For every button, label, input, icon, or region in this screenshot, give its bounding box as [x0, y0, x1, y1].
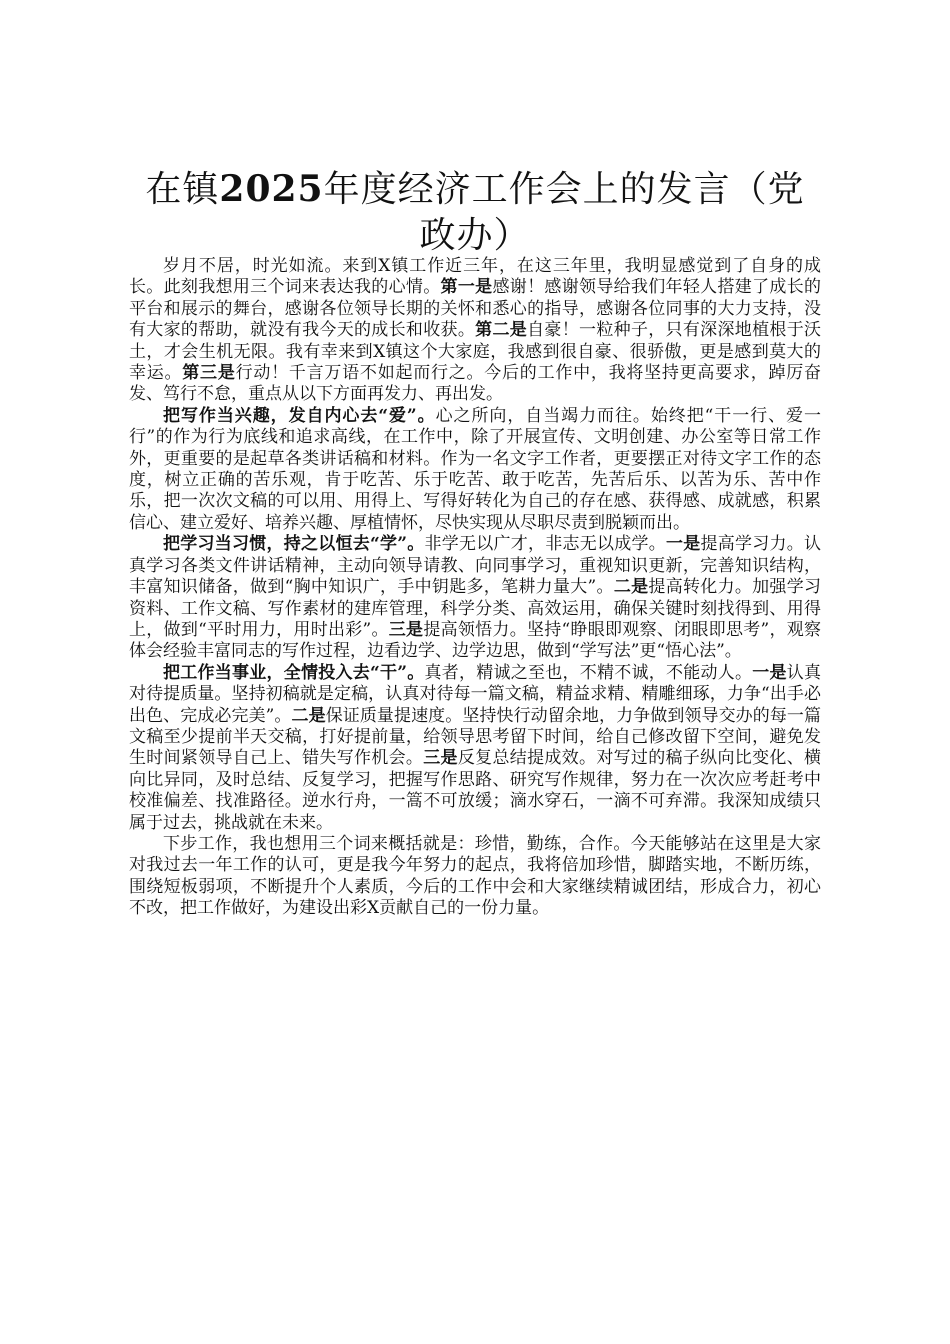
title-year: 2025 — [219, 168, 324, 210]
title-prefix: 在镇 — [145, 169, 220, 210]
emphasis-text: 三是 — [423, 748, 458, 769]
paragraph — [129, 663, 821, 834]
paragraph — [129, 256, 821, 406]
emphasis-text: 把学习当习惯，持之以恒去“学”。 — [163, 534, 425, 555]
paragraph-text: 保证质量提速度。坚持快行动留余地，力争做到领导交办的每一篇文稿至少提前半天交稿，打好提前量，给领导思考留下时间，给自己修改留下空间，避免发生时间紧领导自己上、错失写作机会。 — [129, 705, 821, 769]
paragraph-text: 真者，精诚之至也，不精不诚，不能动人。 — [424, 662, 753, 683]
emphasis-text: 第三是 — [182, 363, 236, 384]
paragraph-text: 反复总结提成效。对写过的稿子纵向比变化、横向比异同，及时总结、反复学习，把握写作思路、研究写作规律，努力在一次次应考赶考中校准偏差、找准路径。逆水行舟，一篙不可放缓；滴水穿石，一滴不可弃滞。我深知成绩只属于过去，挑战就在未来。 — [129, 748, 822, 833]
paragraph-text: 提高转化力。加强学习资料、工作文稿、写作素材的建库管理，科学分类、高效运用，确保关键时刻找得到、用得上，做到“平时用力，用时出彩”。 — [129, 577, 822, 640]
emphasis-text: 第一是 — [440, 277, 493, 298]
paragraph-text: 心之所向，自当竭力而往。始终把“干一行、爱一行”的作为行为底线和追求高线，在工作中，除了开展宣传、文明创建、办公室等日常工作外，更重要的是起草各类讲话稿和材料。作为一名文字工作者，更要摆正对待文字工作的态度，树立正确的苦乐观，肯于吃苦、乐于吃苦、敢于吃苦，先苦后乐、以苦为乐、苦中作乐，把一次次文稿的可以用、用得上、写得好转化为自己的存在感、获得感、成就感，积累信心、建立爱好、培养兴趣、厚植情怀，尽快实现从尽职尽责到脱颖而出。 — [129, 405, 821, 533]
paragraph — [129, 834, 821, 920]
emphasis-text: 三是 — [388, 619, 424, 640]
document-body — [129, 256, 821, 920]
paragraph-text: 行动！千言万语不如起而行之。今后的工作中，我将坚持更高要求，踔厉奋发、笃行不怠，重点从以下方面再发力、再出发。 — [129, 363, 822, 405]
emphasis-text: 二是 — [291, 705, 326, 726]
emphasis-text: 第二是 — [475, 320, 528, 341]
emphasis-text: 一是 — [752, 662, 787, 683]
paragraph-text: 岁月不居，时光如流。来到X镇工作近三年，在这三年里，我明显感觉到了自身的成长。此刻我想用三个词来表达我的心情。 — [129, 256, 821, 298]
title-suffix: 年度经济工作会上的发言（党政办） — [323, 169, 805, 256]
paragraph-text: 非学无以广才，非志无以成学。 — [424, 534, 667, 555]
paragraph-text: 认真对待提质量。坚持初稿就是定稿，认真对待每一篇文稿，精益求精、精雕细琢，力争“出手必出色、完成必完美”。 — [129, 662, 821, 726]
paragraph-text: 自豪！一粒种子，只有深深地植根于沃土，才会生机无限。我有幸来到X镇这个大家庭，我感到很自豪、很骄傲，更是感到莫大的幸运。 — [129, 320, 822, 384]
paragraph-text: 提高领悟力。坚持“睁眼即观察、闭眼即思考”，观察体会经验丰富同志的写作过程，边看边学、边学边思，做到“学写法”更“悟心法”。 — [129, 619, 822, 662]
paragraph — [129, 406, 821, 534]
document-title — [130, 166, 820, 259]
paragraph — [129, 534, 821, 662]
paragraph-text: 提高学习力。认真学习各类文件讲话精神，主动向领导请教、向同事学习，重视知识更新，完善知识结构，丰富知识储备，做到“胸中知识广，手中钥匙多，笔耕力量大”。 — [129, 534, 822, 598]
emphasis-text: 把工作当事业，全情投入去“干”。 — [163, 662, 425, 683]
emphasis-text: 二是 — [613, 577, 649, 598]
paragraph-text: 下步工作，我也想用三个词来概括就是：珍惜，勤练，合作。今天能够站在这里是大家对我过去一年工作的认可，更是我今年努力的起点，我将倍加珍惜，脚踏实地，不断历练，围绕短板弱项，不断提升个人素质，今后的工作中会和大家继续精诚团结，形成合力，初心不改，把工作做好，为建设出彩X贡献自己的一份力量。 — [129, 833, 821, 919]
emphasis-text: 把写作当兴趣，发自内心去“爱”。 — [163, 405, 436, 426]
emphasis-text: 一是 — [666, 534, 701, 555]
paragraph-text: 感谢！感谢领导给我们年轻人搭建了成长的平台和展示的舞台，感谢各位领导长期的关怀和悉心的指导，感谢各位同事的大力支持，没有大家的帮助，就没有我今天的成长和收获。 — [129, 277, 822, 341]
